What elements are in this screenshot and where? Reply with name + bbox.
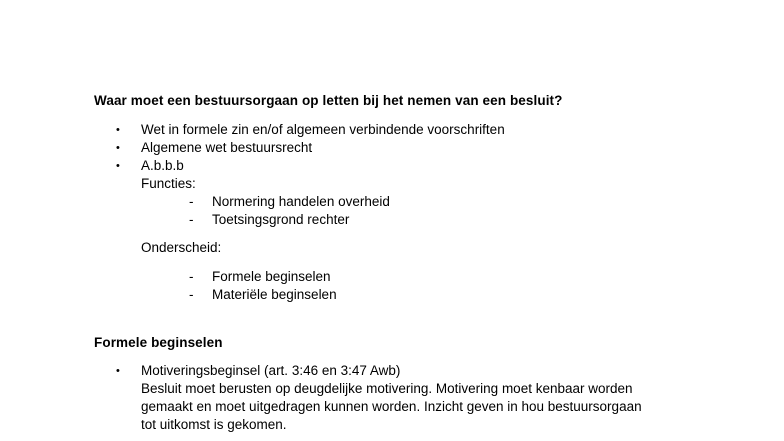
dash-marker: - xyxy=(189,269,194,284)
onderscheid-label: Onderscheid: xyxy=(141,240,222,255)
onderscheid-item: Materiële beginselen xyxy=(212,287,337,302)
functies-label: Functies: xyxy=(141,176,196,191)
dash-marker: - xyxy=(189,212,194,227)
list-item: Wet in formele zin en/of algemeen verbindende voorschriften xyxy=(141,122,505,137)
dash-marker: - xyxy=(189,287,194,302)
body-line: tot uitkomst is gekomen. xyxy=(141,417,287,432)
body-line: Besluit moet berusten op deugdelijke motivering. Motivering moet kenbaar worden xyxy=(141,381,633,396)
section-heading: Formele beginselen xyxy=(94,335,223,350)
bullet-icon: • xyxy=(116,124,120,136)
dash-marker: - xyxy=(189,194,194,209)
onderscheid-item: Formele beginselen xyxy=(212,269,331,284)
list-item: Algemene wet bestuursrecht xyxy=(141,140,313,155)
bullet-icon: • xyxy=(116,160,120,172)
section-heading: Waar moet een bestuursorgaan op letten bij het nemen van een besluit? xyxy=(94,93,563,108)
list-item-title: Motiveringsbeginsel (art. 3:46 en 3:47 Awb) xyxy=(141,363,401,378)
bullet-icon: • xyxy=(116,142,120,154)
bullet-icon: • xyxy=(116,365,120,377)
functies-item: Toetsingsgrond rechter xyxy=(212,212,350,227)
body-line: gemaakt en moet uitgedragen kunnen worden. Inzicht geven in hou bestuursorgaan xyxy=(141,399,642,414)
list-item: A.b.b.b xyxy=(141,158,184,173)
functies-item: Normering handelen overheid xyxy=(212,194,390,209)
